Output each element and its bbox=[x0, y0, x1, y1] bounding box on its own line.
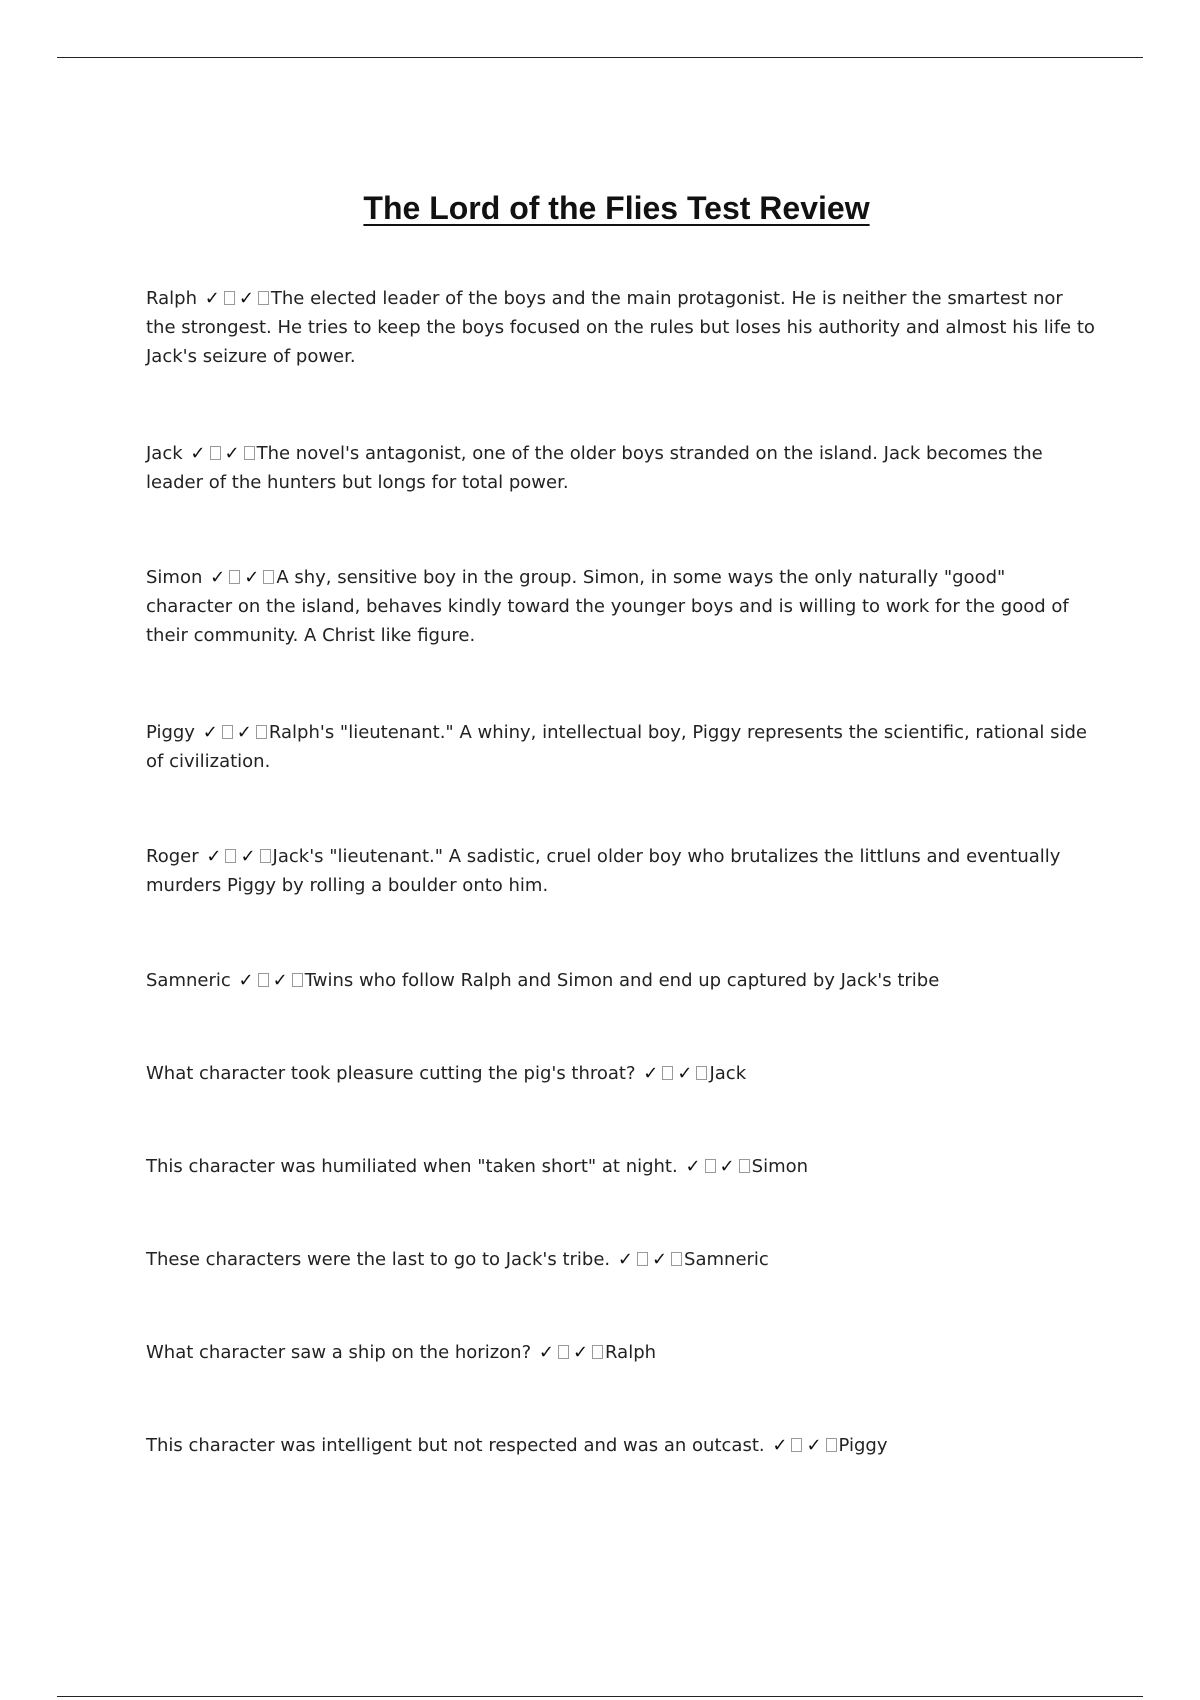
check-icon: ✓ bbox=[643, 1063, 659, 1084]
check-icon: ✓ bbox=[238, 288, 254, 309]
entry-question: This character was intelligent but not respected and was an outcast. bbox=[146, 1435, 765, 1456]
empty-box-icon bbox=[210, 446, 221, 460]
entry-term: Simon bbox=[146, 567, 203, 588]
empty-box-icon bbox=[826, 1438, 837, 1452]
check-icon: ✓ bbox=[244, 567, 260, 588]
entry-answer: Ralph's "lieutenant." A whiny, intellectual boy, Piggy represents the scientific, rational side of civilization. bbox=[146, 722, 1087, 772]
empty-box-icon bbox=[662, 1066, 673, 1080]
empty-box-icon bbox=[263, 570, 274, 584]
check-icon: ✓ bbox=[236, 722, 252, 743]
check-icon: ✓ bbox=[206, 846, 222, 867]
empty-box-icon bbox=[739, 1159, 750, 1173]
empty-box-icon bbox=[637, 1252, 648, 1266]
empty-box-icon bbox=[244, 446, 255, 460]
empty-box-icon bbox=[224, 291, 235, 305]
entry-answer: Jack's "lieutenant." A sadistic, cruel older boy who brutalizes the littluns and eventually murders Piggy by rolling a boulder onto him. bbox=[146, 846, 1061, 896]
check-icon: ✓ bbox=[210, 567, 226, 588]
check-icon: ✓ bbox=[572, 1342, 589, 1363]
entry-term: Jack bbox=[146, 443, 183, 464]
empty-box-icon bbox=[256, 725, 267, 739]
check-icon: ✓ bbox=[617, 1249, 633, 1270]
empty-box-icon bbox=[258, 973, 269, 987]
review-question-pig-throat bbox=[146, 1059, 1096, 1088]
entry-answer: Jack bbox=[709, 1063, 747, 1084]
entry-term: Piggy bbox=[146, 722, 195, 743]
empty-box-icon bbox=[292, 973, 303, 987]
check-icon: ✓ bbox=[238, 970, 254, 991]
check-icon: ✓ bbox=[190, 443, 206, 464]
entry-term: Samneric bbox=[146, 970, 231, 991]
check-icon: ✓ bbox=[272, 970, 288, 991]
check-icon: ✓ bbox=[538, 1342, 554, 1363]
review-entry-simon bbox=[146, 563, 1096, 650]
entry-question: What character took pleasure cutting the pig's throat? bbox=[146, 1063, 636, 1084]
check-icon: ✓ bbox=[719, 1156, 735, 1177]
check-icon: ✓ bbox=[204, 288, 220, 309]
entry-question: This character was humiliated when "taken short" at night. bbox=[146, 1156, 678, 1177]
check-icon: ✓ bbox=[677, 1063, 693, 1084]
check-icon: ✓ bbox=[806, 1435, 822, 1456]
check-icon: ✓ bbox=[685, 1156, 701, 1177]
empty-box-icon bbox=[229, 570, 240, 584]
empty-box-icon bbox=[258, 291, 269, 305]
review-entry-samneric bbox=[146, 966, 1096, 995]
empty-box-icon bbox=[222, 725, 233, 739]
review-question-last-to-tribe bbox=[146, 1245, 1096, 1274]
bottom-rule bbox=[57, 1696, 1143, 1697]
empty-box-icon bbox=[705, 1159, 716, 1173]
review-entry-piggy bbox=[146, 718, 1096, 776]
entry-answer: A shy, sensitive boy in the group. Simon, in some ways the only naturally "good" character on the island, behaves kindly toward the younger boys and is willing to work for the good of their community. A Christ like figure. bbox=[146, 567, 1069, 646]
entry-question: These characters were the last to go to Jack's tribe. bbox=[146, 1249, 611, 1270]
entry-answer: Samneric bbox=[684, 1249, 769, 1270]
check-icon: ✓ bbox=[224, 443, 240, 464]
review-entry-ralph bbox=[146, 284, 1096, 371]
check-icon: ✓ bbox=[240, 846, 256, 867]
empty-box-icon bbox=[791, 1438, 802, 1452]
review-entry-roger bbox=[146, 842, 1096, 900]
empty-box-icon bbox=[260, 849, 271, 863]
top-rule bbox=[57, 57, 1143, 58]
entry-answer: Piggy bbox=[838, 1435, 888, 1456]
check-icon: ✓ bbox=[651, 1249, 668, 1270]
empty-box-icon bbox=[225, 849, 236, 863]
check-icon: ✓ bbox=[202, 722, 218, 743]
check-icon: ✓ bbox=[772, 1435, 788, 1456]
empty-box-icon bbox=[671, 1252, 682, 1266]
review-question-ship bbox=[146, 1338, 1096, 1367]
empty-box-icon bbox=[558, 1345, 569, 1359]
entry-answer: Ralph bbox=[605, 1342, 657, 1363]
page-title: The Lord of the Flies Test Review bbox=[363, 190, 870, 226]
empty-box-icon bbox=[696, 1066, 707, 1080]
review-entry-jack bbox=[146, 439, 1096, 497]
entry-term: Ralph bbox=[146, 288, 197, 309]
entry-question: What character saw a ship on the horizon? bbox=[146, 1342, 532, 1363]
review-list bbox=[146, 284, 1096, 1460]
entry-answer: Simon bbox=[751, 1156, 809, 1177]
entry-answer: The novel's antagonist, one of the older boys stranded on the island. Jack becomes the leader of the hunters but longs for total power. bbox=[146, 443, 1043, 493]
entry-term: Roger bbox=[146, 846, 199, 867]
review-question-taken-short bbox=[146, 1152, 1096, 1181]
review-question-outcast bbox=[146, 1431, 1096, 1460]
entry-answer: The elected leader of the boys and the main protagonist. He is neither the smartest nor the strongest. He tries to keep the boys focused on the rules but loses his authority and almost his life to Jack's seizure of power. bbox=[146, 288, 1095, 367]
empty-box-icon bbox=[592, 1345, 603, 1359]
entry-answer: Twins who follow Ralph and Simon and end up captured by Jack's tribe bbox=[304, 970, 940, 991]
